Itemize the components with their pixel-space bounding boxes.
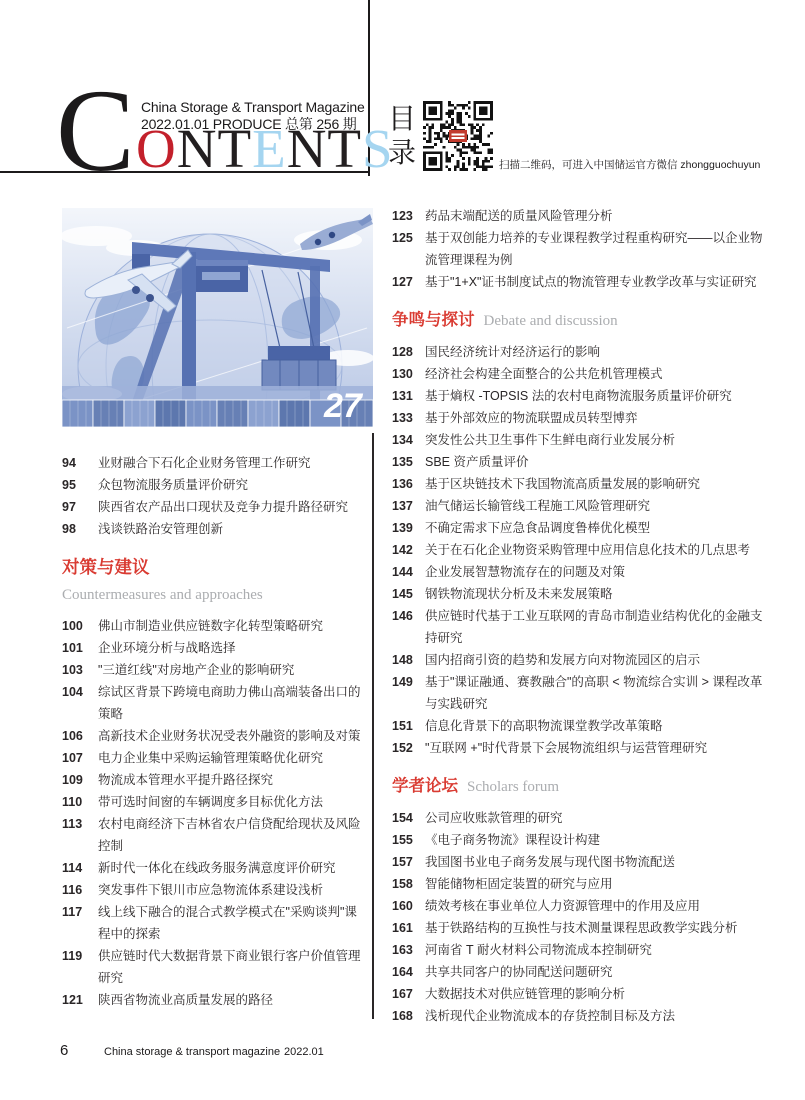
toc-entry-title: "三道红线"对房地产企业的影响研究: [98, 663, 295, 677]
section-title-cn: 争鸣与探讨: [392, 311, 475, 329]
toc-entry-title: 突发性公共卫生事件下生鲜电商行业发展分析: [425, 433, 676, 447]
section-header: [62, 556, 367, 606]
toc-entry: [392, 451, 772, 473]
toc-entry-title: 智能储物柜固定装置的研究与应用: [425, 877, 613, 891]
toc-entry-title: 综试区背景下跨境电商助力佛山高端装备出口的策略: [98, 685, 361, 721]
toc-entry-page: 101: [62, 641, 83, 655]
toc-entry-page: 110: [62, 795, 83, 809]
toc-entry-title: 基于"1+X"证书制度试点的物流管理专业教学改革与实证研究: [425, 275, 757, 289]
toc-entry: [392, 561, 772, 583]
toc-entry: [392, 895, 772, 917]
toc-entry-page: 144: [392, 565, 413, 579]
toc-entry-page: 130: [392, 367, 413, 381]
toc-entry-title: 国内招商引资的趋势和发展方向对物流园区的启示: [425, 653, 701, 667]
toc-entry: [62, 813, 367, 857]
cover-page-label: 27: [324, 387, 362, 425]
toc-entry: [62, 681, 367, 725]
toc-entry: [392, 939, 772, 961]
section-header: [392, 309, 772, 332]
toc-entry: [392, 473, 772, 495]
toc-entry-page: 168: [392, 1009, 413, 1023]
toc-entry: [392, 539, 772, 561]
toc-entry-title: 浅谈铁路治安管理创新: [98, 522, 224, 536]
toc-entry-page: 119: [62, 949, 83, 963]
wordmark-letter: N: [286, 118, 328, 179]
toc-entry-page: 123: [392, 209, 413, 223]
qr-code: [423, 101, 493, 171]
toc-entry-page: 128: [392, 345, 413, 359]
toc-entry: [62, 474, 367, 496]
toc-entry-page: 134: [392, 433, 413, 447]
toc-entry-page: 155: [392, 833, 413, 847]
toc-entry-page: 114: [62, 861, 83, 875]
toc-entry: [62, 452, 367, 474]
toc-entry-title: 钢铁物流现状分析及未来发展策略: [425, 587, 613, 601]
toc-entry-page: 160: [392, 899, 413, 913]
footer-issue: 2022.01: [284, 1046, 324, 1058]
toc-entry-page: 135: [392, 455, 413, 469]
wordmark-letter: T: [217, 118, 253, 179]
toc-entry-title: 陕西省物流业高质量发展的路径: [98, 993, 274, 1007]
section-header: [392, 775, 772, 798]
toc-entry-title: 电力企业集中采购运输管理策略优化研究: [98, 751, 324, 765]
toc-entry-page: 148: [392, 653, 413, 667]
toc-entry-title: 经济社会构建全面整合的公共危机管理模式: [425, 367, 663, 381]
toc-entry-page: 146: [392, 609, 413, 623]
toc-entry: [62, 769, 367, 791]
toc-entry: [392, 873, 772, 895]
catalog-char: 录: [387, 138, 416, 169]
toc-entry-page: 113: [62, 817, 83, 831]
toc-entry-title: 《电子商务物流》课程设计构建: [425, 833, 601, 847]
toc-entry: [392, 495, 772, 517]
toc-entry-page: 136: [392, 477, 413, 491]
toc-entry: [392, 517, 772, 539]
toc-entry-title: 公司应收账款管理的研究: [425, 811, 563, 825]
toc-entry-title: 新时代一体化在线政务服务满意度评价研究: [98, 861, 336, 875]
toc-entry-title: 浅析现代企业物流成本的存货控制目标及方法: [425, 1009, 676, 1023]
toc-entry-page: 158: [392, 877, 413, 891]
toc-entry: [62, 615, 367, 637]
column-divider: [372, 433, 374, 1019]
toc-entry-page: 133: [392, 411, 413, 425]
toc-entry-title: 企业发展智慧物流存在的问题及对策: [425, 565, 626, 579]
toc-entry-page: 94: [62, 456, 76, 470]
toc-entry: [392, 385, 772, 407]
toc-entry-page: 104: [62, 685, 83, 699]
toc-entry-title: 带可选时间窗的车辆调度多目标优化方法: [98, 795, 324, 809]
toc-entry: [392, 605, 772, 649]
toc-entry-title: 众包物流服务质量评价研究: [98, 478, 249, 492]
toc-entry-page: 97: [62, 500, 76, 514]
toc-entry: [392, 737, 772, 759]
toc-entry-page: 154: [392, 811, 413, 825]
toc-entry-page: 103: [62, 663, 83, 677]
toc-entry: [392, 671, 772, 715]
toc-entry-title: 绩效考核在事业单位人力资源管理中的作用及应用: [425, 899, 701, 913]
toc-entry-page: 151: [392, 719, 413, 733]
toc-entry: [392, 961, 772, 983]
wordmark-letter: N: [176, 118, 218, 179]
toc-entry: [392, 205, 772, 227]
toc-entry: [62, 791, 367, 813]
section-title-en: Scholars forum: [467, 779, 560, 795]
toc-entry: [62, 747, 367, 769]
toc-entry: [392, 851, 772, 873]
toc-entry-title: 不确定需求下应急食品调度鲁棒优化模型: [425, 521, 651, 535]
toc-entry-title: 药品末端配送的质量风险管理分析: [425, 209, 613, 223]
toc-entry-page: 116: [62, 883, 83, 897]
toc-entry-title: 陕西省农产品出口现状及竞争力提升路径研究: [98, 500, 349, 514]
toc-column-right: [392, 205, 772, 1027]
cover-photo: [62, 208, 373, 427]
contents-wordmark: [136, 118, 394, 179]
toc-entry-title: 线上线下融合的混合式教学模式在"采购谈判"课程中的探索: [98, 905, 357, 941]
toc-entry: [62, 945, 367, 989]
toc-entry-title: 基于外部效应的物流联盟成员转型博弈: [425, 411, 638, 425]
footer-magazine-name: China storage & transport magazine: [104, 1046, 281, 1058]
toc-entry: [392, 341, 772, 363]
qr-caption: 扫描二维码，可进入中国储运官方微信 zhongguochuyun: [499, 159, 761, 171]
toc-entry-page: 157: [392, 855, 413, 869]
toc-entry: [62, 637, 367, 659]
toc-entry: [392, 1005, 772, 1027]
section-title-cn: 学者论坛: [392, 777, 458, 795]
toc-entry: [392, 807, 772, 829]
toc-entry: [392, 649, 772, 671]
toc-entry-title: 基于双创能力培养的专业课程教学过程重构研究——以企业物流管理课程为例: [425, 231, 763, 267]
toc-entry-title: 基于"课证融通、赛教融合"的高职 < 物流综合实训 > 课程改革与实践研究: [425, 675, 763, 711]
toc-entry-page: 98: [62, 522, 76, 536]
toc-entry-page: 137: [392, 499, 413, 513]
toc-entry-title: 基于铁路结构的互换性与技术测量课程思政教学实践分析: [425, 921, 738, 935]
toc-entry: [62, 989, 367, 1011]
toc-entry-page: 163: [392, 943, 413, 957]
toc-entry-title: 信息化背景下的高职物流课堂教学改革策略: [425, 719, 663, 733]
toc-entry-title: SBE 资产质量评价: [425, 455, 529, 469]
toc-entry: [62, 879, 367, 901]
toc-entry: [392, 715, 772, 737]
toc-entry-title: 企业环境分析与战略选择: [98, 641, 236, 655]
toc-entry-title: 供应链时代大数据背景下商业银行客户价值管理研究: [98, 949, 361, 985]
toc-entry-page: 127: [392, 275, 413, 289]
toc-entry-title: 业财融合下石化企业财务管理工作研究: [98, 456, 311, 470]
toc-entry: [62, 496, 367, 518]
toc-entry-title: 物流成本管理水平提升路径探究: [98, 773, 274, 787]
toc-entry: [392, 583, 772, 605]
toc-entry: [62, 518, 367, 540]
toc-entry-page: 152: [392, 741, 413, 755]
toc-column-left: [62, 452, 367, 1011]
contents-initial-letter: C: [56, 65, 135, 196]
toc-entry-page: 95: [62, 478, 76, 492]
toc-entry-page: 121: [62, 993, 83, 1007]
issue-line: 2022.01.01 PRODUCE 总第 256 期: [141, 115, 357, 132]
section-title-en: Countermeasures and approaches: [62, 587, 263, 603]
section-title-cn: 对策与建议: [62, 557, 150, 577]
toc-entry: [62, 659, 367, 681]
magazine-title-en: China Storage & Transport Magazine: [141, 99, 365, 115]
toc-entry-page: 167: [392, 987, 413, 1001]
toc-entry-title: 高新技术企业财务状况受表外融资的影响及对策: [98, 729, 361, 743]
wordmark-letter: T: [327, 118, 363, 179]
toc-entry-title: 油气储运长输管线工程施工风险管理研究: [425, 499, 651, 513]
toc-entry-page: 125: [392, 231, 413, 245]
toc-entry-title: 基于区块链技术下我国物流高质量发展的影响研究: [425, 477, 701, 491]
toc-entry-page: 161: [392, 921, 413, 935]
catalog-label: [386, 103, 418, 171]
toc-entry: [392, 983, 772, 1005]
toc-entry-page: 131: [392, 389, 413, 403]
toc-entry-title: "互联网 +"时代背景下会展物流组织与运营管理研究: [425, 741, 708, 755]
toc-entry-title: 供应链时代基于工业互联网的青岛市制造业结构优化的金融支持研究: [425, 609, 763, 645]
footer-page-number: 6: [60, 1042, 69, 1059]
toc-entry-page: 145: [392, 587, 413, 601]
toc-entry-page: 149: [392, 675, 413, 689]
toc-entry: [392, 227, 772, 271]
toc-entry: [62, 901, 367, 945]
section-title-en: Debate and discussion: [483, 313, 618, 329]
toc-entry: [392, 407, 772, 429]
catalog-char: 目: [387, 104, 416, 135]
toc-entry-page: 107: [62, 751, 83, 765]
wordmark-letter: S: [362, 118, 394, 179]
toc-entry-title: 国民经济统计对经济运行的影响: [425, 345, 601, 359]
toc-entry-page: 117: [62, 905, 83, 919]
toc-entry-page: 142: [392, 543, 413, 557]
toc-entry-page: 139: [392, 521, 413, 535]
toc-entry-title: 农村电商经济下吉林省农户信贷配给现状及风险控制: [98, 817, 361, 853]
toc-entry-title: 大数据技术对供应链管理的影响分析: [425, 987, 626, 1001]
wordmark-letter: E: [252, 118, 287, 179]
toc-entry-title: 河南省 T 耐火材料公司物流成本控制研究: [425, 943, 652, 957]
toc-entry-page: 106: [62, 729, 83, 743]
toc-entry-title: 共享共同客户的协同配送问题研究: [425, 965, 613, 979]
toc-entry: [392, 917, 772, 939]
toc-entry-title: 我国图书业电子商务发展与现代图书物流配送: [425, 855, 676, 869]
toc-entry: [392, 363, 772, 385]
toc-entry-page: 164: [392, 965, 413, 979]
toc-entry: [392, 829, 772, 851]
toc-entry-page: 109: [62, 773, 83, 787]
toc-entry: [62, 857, 367, 879]
toc-entry: [392, 429, 772, 451]
toc-entry-title: 基于熵权 -TOPSIS 法的农村电商物流服务质量评价研究: [425, 389, 732, 403]
toc-entry-page: 100: [62, 619, 83, 633]
toc-entry: [392, 271, 772, 293]
toc-entry: [62, 725, 367, 747]
toc-entry-title: 关于在石化企业物资采购管理中应用信息化技术的几点思考: [425, 543, 751, 557]
toc-entry-title: 突发事件下银川市应急物流体系建设浅析: [98, 883, 324, 897]
wordmark-letter: O: [136, 118, 177, 179]
toc-entry-title: 佛山市制造业供应链数字化转型策略研究: [98, 619, 324, 633]
